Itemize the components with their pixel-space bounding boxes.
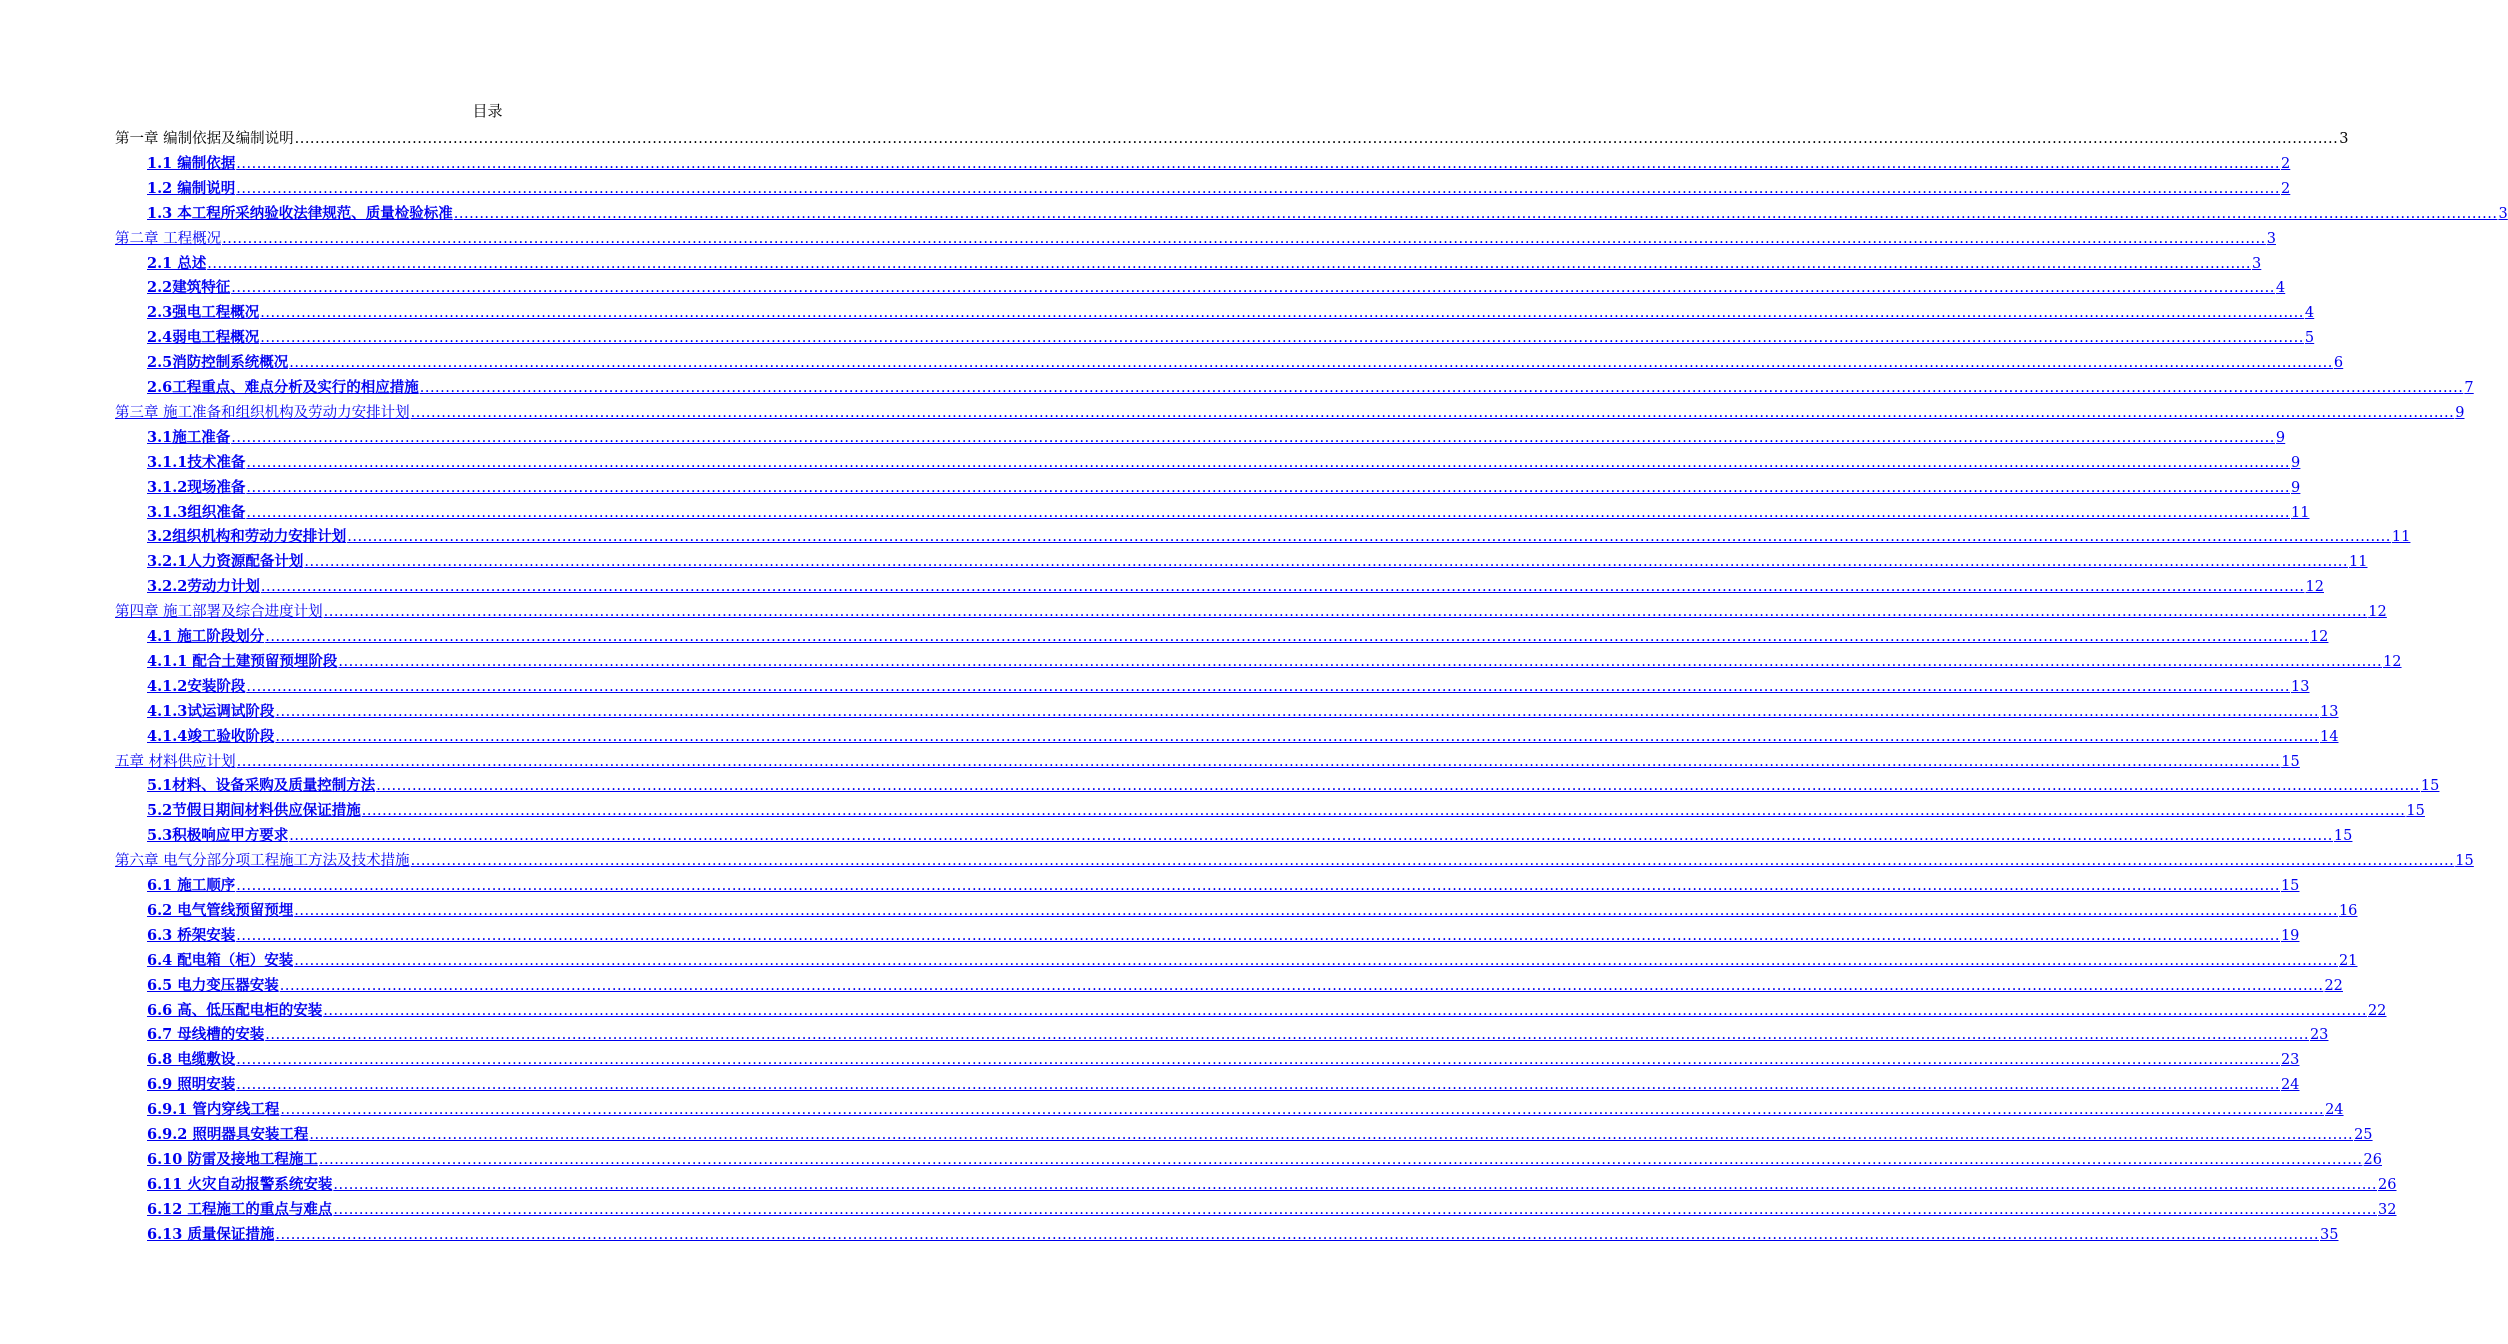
toc-leader-dots: ................................................................................................................................................................................................................................................................................................................................................................................................................ xyxy=(323,1002,2367,1019)
toc-section-entry[interactable] xyxy=(147,373,2474,397)
toc-page-number: 7 xyxy=(2464,380,2474,396)
toc-page-number: 11 xyxy=(2349,554,2368,571)
toc-page-number: 15 xyxy=(2281,753,2300,770)
toc-page-number: 6 xyxy=(2333,355,2344,372)
toc-leader-dots: ................................................................................................................................................................................................................................................................................................................................................................................................................ xyxy=(260,305,2304,322)
toc-leader-dots: ................................................................................................................................................................................................................................................................................................................................................................................................................ xyxy=(376,778,2420,795)
toc-section-entry[interactable] xyxy=(147,522,2411,546)
toc-leader-dots: ................................................................................................................................................................................................................................................................................................................................................................................................................ xyxy=(236,753,2281,770)
toc-section-entry[interactable] xyxy=(147,796,2425,820)
toc-section-entry[interactable] xyxy=(147,647,2402,671)
toc-section-entry[interactable] xyxy=(147,498,2310,522)
toc-leader-dots: ................................................................................................................................................................................................................................................................................................................................................................................................................ xyxy=(453,205,2498,222)
toc-page-number: 12 xyxy=(2368,604,2387,621)
toc-entry-label: 5.1材料、设备采购及质量控制方法 xyxy=(147,777,376,795)
toc-entry-label: 第四章 施工部署及综合进度计划 xyxy=(115,604,323,621)
toc-section-entry[interactable] xyxy=(147,672,2310,696)
toc-page-number: 15 xyxy=(2455,853,2474,870)
toc-entry-label: 6.9.2 照明器具安装工程 xyxy=(147,1126,309,1143)
toc-section-entry[interactable] xyxy=(147,572,2324,596)
toc-chapter-entry[interactable] xyxy=(115,597,2387,621)
toc-chapter-entry[interactable] xyxy=(115,747,2300,771)
toc-leader-dots: ................................................................................................................................................................................................................................................................................................................................................................................................................ xyxy=(265,629,2309,645)
toc-page-number: 22 xyxy=(2324,977,2343,994)
toc-entry-label: 第一章 编制依据及编制说明 xyxy=(115,131,294,147)
toc-leader-dots: ................................................................................................................................................................................................................................................................................................................................................................................................................ xyxy=(231,280,2275,297)
toc-entry-label: 3.1.2现场准备 xyxy=(147,478,246,496)
toc-entry-label: 4.1 施工阶段划分 xyxy=(147,628,265,645)
toc-page-number: 15 xyxy=(2406,803,2425,820)
toc-leader-dots: ................................................................................................................................................................................................................................................................................................................................................................................................................ xyxy=(294,952,2338,969)
toc-section-entry[interactable] xyxy=(147,896,2358,920)
toc-section-entry[interactable] xyxy=(147,1095,2344,1119)
toc-chapter-entry[interactable] xyxy=(115,224,2276,248)
toc-leader-dots: ................................................................................................................................................................................................................................................................................................................................................................................................................ xyxy=(294,902,2338,919)
toc-page-number: 14 xyxy=(2320,728,2339,745)
toc-section-entry[interactable] xyxy=(147,423,2286,447)
toc-page-number: 15 xyxy=(2333,828,2353,845)
toc-entry-label: 2.2建筑特征 xyxy=(147,279,231,297)
toc-page-number: 12 xyxy=(2383,653,2402,670)
toc-entry-label: 6.1 施工顺序 xyxy=(147,877,236,894)
toc-leader-dots: ................................................................................................................................................................................................................................................................................................................................................................................................................ xyxy=(289,828,2333,845)
toc-page-number: 4 xyxy=(2304,305,2315,322)
toc-page-number: 3 xyxy=(2498,205,2508,222)
toc-page-number: 16 xyxy=(2338,902,2358,919)
toc-entry-label: 3.2.2劳动力计划 xyxy=(147,578,260,596)
toc-section-entry[interactable] xyxy=(147,722,2339,746)
toc-page-number: 12 xyxy=(2309,629,2329,645)
toc-entry-label: 4.1.2安装阶段 xyxy=(147,677,246,695)
toc-section-entry[interactable] xyxy=(147,921,2300,945)
toc-entry-label: 第六章 电气分部分项工程施工方法及技术措施 xyxy=(115,853,410,870)
toc-section-entry[interactable] xyxy=(147,547,2368,571)
toc-leader-dots: ................................................................................................................................................................................................................................................................................................................................................................................................................ xyxy=(304,554,2349,571)
toc-entry-label: 2.6工程重点、难点分析及实行的相应措施 xyxy=(147,379,419,396)
toc-leader-dots: ................................................................................................................................................................................................................................................................................................................................................................................................................ xyxy=(318,1151,2363,1168)
toc-page-number: 26 xyxy=(2363,1151,2382,1168)
toc-leader-dots: ................................................................................................................................................................................................................................................................................................................................................................................................................ xyxy=(236,1052,2280,1069)
toc-page-number: 11 xyxy=(2291,504,2310,521)
toc-leader-dots: ................................................................................................................................................................................................................................................................................................................................................................................................................ xyxy=(246,504,2291,521)
toc-entry-label: 6.2 电气管线预留预埋 xyxy=(147,901,294,919)
toc-entry-label: 1.1 编制依据 xyxy=(147,154,236,172)
toc-entry-label: 5.3积极响应甲方要求 xyxy=(147,827,289,845)
toc-entry-label: 1.2 编制说明 xyxy=(147,179,236,197)
toc-entry-label: 6.8 电缆敷设 xyxy=(147,1051,236,1069)
toc-entry-label: 1.3 本工程所采纳验收法律规范、质量检验标准 xyxy=(147,204,453,222)
toc-section-entry[interactable] xyxy=(147,1120,2373,1144)
toc-section-entry[interactable] xyxy=(147,1020,2329,1044)
toc-page-number: 23 xyxy=(2309,1027,2329,1044)
toc-leader-dots: ................................................................................................................................................................................................................................................................................................................................................................................................................ xyxy=(260,330,2304,347)
toc-entry-label: 6.6 高、低压配电柜的安装 xyxy=(147,1001,323,1019)
toc-page-number: 25 xyxy=(2354,1127,2373,1143)
toc-entry-label: 6.4 配电箱（柜）安装 xyxy=(147,951,294,969)
toc-leader-dots: ................................................................................................................................................................................................................................................................................................................................................................................................................ xyxy=(246,454,2291,471)
toc-leader-dots: ................................................................................................................................................................................................................................................................................................................................................................................................................ xyxy=(275,703,2320,720)
toc-page-number: 15 xyxy=(2420,778,2440,795)
toc-section-entry[interactable] xyxy=(147,273,2286,297)
toc-leader-dots: ................................................................................................................................................................................................................................................................................................................................................................................................................ xyxy=(289,355,2333,372)
toc-section-entry[interactable] xyxy=(147,946,2358,970)
toc-section-entry[interactable] xyxy=(147,871,2300,895)
toc-entry-label: 6.5 电力变压器安装 xyxy=(147,976,279,994)
toc-entry-label: 2.3强电工程概况 xyxy=(147,304,260,322)
toc-section-entry[interactable] xyxy=(147,1220,2339,1244)
toc-page-number: 12 xyxy=(2305,579,2324,596)
toc-section-entry[interactable] xyxy=(147,1070,2300,1094)
toc-page-number: 13 xyxy=(2320,703,2339,720)
toc-leader-dots: ................................................................................................................................................................................................................................................................................................................................................................................................................ xyxy=(260,579,2305,596)
toc-entry-label: 第三章 施工准备和组织机构及劳动力安排计划 xyxy=(115,404,410,421)
toc-entry-label: 3.2.1人力资源配备计划 xyxy=(147,553,304,571)
toc-entry-label: 3.1.3组织准备 xyxy=(147,503,246,521)
toc-leader-dots: ................................................................................................................................................................................................................................................................................................................................................................................................................ xyxy=(410,853,2455,870)
toc-chapter-entry[interactable] xyxy=(115,846,2474,870)
toc-leader-dots: ................................................................................................................................................................................................................................................................................................................................................................................................................ xyxy=(236,1077,2280,1094)
toc-entry-label: 3.1施工准备 xyxy=(147,428,231,446)
toc-page-number: 24 xyxy=(2280,1077,2300,1094)
toc-section-entry[interactable] xyxy=(147,1045,2300,1069)
toc-leader-dots: ................................................................................................................................................................................................................................................................................................................................................................................................................ xyxy=(333,1201,2378,1218)
toc-entry-label: 4.1.3试运调试阶段 xyxy=(147,702,275,720)
toc-entry-label: 6.9.1 管内穿线工程 xyxy=(147,1101,280,1119)
toc-leader-dots: ................................................................................................................................................................................................................................................................................................................................................................................................................ xyxy=(236,927,2280,944)
toc-page-number: 3 xyxy=(2339,131,2349,147)
toc-entry-label: 2.1 总述 xyxy=(147,254,207,272)
toc-entry-label: 6.11 火灾自动报警系统安装 xyxy=(147,1175,333,1193)
toc-leader-dots: ................................................................................................................................................................................................................................................................................................................................................................................................................ xyxy=(309,1127,2354,1143)
toc-entry-label: 5.2节假日期间材料供应保证措施 xyxy=(147,802,361,820)
toc-section-entry[interactable] xyxy=(147,996,2387,1020)
toc-leader-dots: ................................................................................................................................................................................................................................................................................................................................................................................................................ xyxy=(275,728,2320,745)
toc-leader-dots: ................................................................................................................................................................................................................................................................................................................................................................................................................ xyxy=(338,653,2383,670)
toc-page-number: 13 xyxy=(2291,678,2310,695)
toc-page-number: 4 xyxy=(2275,280,2286,297)
toc-page-number: 32 xyxy=(2378,1201,2397,1218)
toc-entry-label: 3.1.1技术准备 xyxy=(147,453,246,471)
toc-page-number: 15 xyxy=(2280,878,2300,894)
toc-page-number: 3 xyxy=(2266,230,2276,247)
toc-section-entry[interactable] xyxy=(147,473,2301,497)
toc-page-number: 3 xyxy=(2251,255,2262,272)
toc-section-entry[interactable] xyxy=(147,298,2315,322)
toc-entry-label: 第二章 工程概况 xyxy=(115,230,222,247)
toc-leader-dots: ................................................................................................................................................................................................................................................................................................................................................................................................................ xyxy=(207,255,2251,272)
toc-page-number: 5 xyxy=(2304,330,2315,347)
toc-section-entry[interactable] xyxy=(147,821,2353,845)
toc-leader-dots: ................................................................................................................................................................................................................................................................................................................................................................................................................ xyxy=(265,1027,2309,1044)
toc-entry-label: 6.9 照明安装 xyxy=(147,1076,236,1094)
toc-page-number: 2 xyxy=(2280,180,2291,197)
toc-page-number: 24 xyxy=(2325,1102,2344,1119)
toc-leader-dots: ................................................................................................................................................................................................................................................................................................................................................................................................................ xyxy=(280,1102,2325,1119)
toc-entry-label: 2.4弱电工程概况 xyxy=(147,329,260,347)
toc-leader-dots: ................................................................................................................................................................................................................................................................................................................................................................................................................ xyxy=(347,529,2391,546)
toc-leader-dots: ................................................................................................................................................................................................................................................................................................................................................................................................................ xyxy=(236,180,2280,197)
toc-leader-dots: ................................................................................................................................................................................................................................................................................................................................................................................................................ xyxy=(246,479,2291,496)
toc-section-entry[interactable] xyxy=(147,348,2344,372)
toc-leader-dots: ................................................................................................................................................................................................................................................................................................................................................................................................................ xyxy=(222,230,2266,247)
toc-page-number: 9 xyxy=(2291,454,2301,471)
toc-section-entry[interactable] xyxy=(147,1195,2397,1219)
toc-entry-label: 6.3 桥架安装 xyxy=(147,926,236,944)
toc-entry-label: 6.13 质量保证措施 xyxy=(147,1225,275,1243)
toc-section-entry[interactable] xyxy=(147,1145,2382,1169)
toc-section-entry[interactable] xyxy=(147,323,2315,347)
toc-entry-label: 五章 材料供应计划 xyxy=(115,753,236,770)
toc-leader-dots: ................................................................................................................................................................................................................................................................................................................................................................................................................ xyxy=(236,155,2280,172)
toc-title: 目录 xyxy=(472,102,503,120)
toc-leader-dots: ................................................................................................................................................................................................................................................................................................................................................................................................................ xyxy=(419,380,2464,396)
toc-leader-dots: ................................................................................................................................................................................................................................................................................................................................................................................................................ xyxy=(246,678,2291,695)
toc-entry-label: 4.1.1 配合土建预留预埋阶段 xyxy=(147,652,338,670)
toc-entry-label: 2.5消防控制系统概况 xyxy=(147,354,289,372)
toc-leader-dots: ................................................................................................................................................................................................................................................................................................................................................................................................................ xyxy=(236,878,2280,894)
toc-entry-label: 6.12 工程施工的重点与难点 xyxy=(147,1200,333,1218)
toc-entry-label: 3.2组织机构和劳动力安排计划 xyxy=(147,528,347,546)
toc-page-number: 22 xyxy=(2367,1002,2387,1019)
toc-section-entry[interactable] xyxy=(147,149,2291,173)
toc-entry-label: 6.7 母线槽的安装 xyxy=(147,1026,265,1044)
toc-section-entry[interactable] xyxy=(147,622,2329,646)
toc-page-number: 19 xyxy=(2280,927,2300,944)
toc-entry-label: 6.10 防雷及接地工程施工 xyxy=(147,1150,318,1168)
toc-section-entry[interactable] xyxy=(147,971,2343,995)
toc-section-entry[interactable] xyxy=(147,448,2301,472)
toc-section-entry[interactable] xyxy=(147,249,2262,273)
toc-leader-dots: ................................................................................................................................................................................................................................................................................................................................................................................................................ xyxy=(231,429,2275,446)
toc-section-entry[interactable] xyxy=(147,199,2508,223)
toc-leader-dots: ................................................................................................................................................................................................................................................................................................................................................................................................................ xyxy=(333,1176,2378,1193)
toc-page-number: 9 xyxy=(2455,404,2465,421)
toc-section-entry[interactable] xyxy=(147,771,2440,795)
toc-leader-dots: ................................................................................................................................................................................................................................................................................................................................................................................................................ xyxy=(410,404,2455,421)
toc-leader-dots: ................................................................................................................................................................................................................................................................................................................................................................................................................ xyxy=(323,604,2368,621)
toc-page-number: 35 xyxy=(2320,1226,2339,1243)
toc-page-number: 21 xyxy=(2338,952,2358,969)
toc-entry-label: 4.1.4竣工验收阶段 xyxy=(147,727,275,745)
toc-page-number: 26 xyxy=(2378,1176,2397,1193)
toc-section-entry[interactable] xyxy=(147,174,2291,198)
toc-leader-dots: ................................................................................................................................................................................................................................................................................................................................................................................................................ xyxy=(275,1226,2320,1243)
toc-leader-dots: ................................................................................................................................................................................................................................................................................................................................................................................................................ xyxy=(361,803,2406,820)
toc-section-entry[interactable] xyxy=(147,1170,2397,1194)
toc-chapter-entry xyxy=(115,124,2349,148)
toc-page-number: 23 xyxy=(2280,1052,2300,1069)
toc-page-number: 11 xyxy=(2391,529,2411,546)
toc-page-number: 9 xyxy=(2291,479,2301,496)
toc-chapter-entry[interactable] xyxy=(115,398,2465,422)
toc-page-number: 9 xyxy=(2275,429,2286,446)
toc-leader-dots: ................................................................................................................................................................................................................................................................................................................................................................................................................ xyxy=(294,131,2339,147)
toc-leader-dots: ................................................................................................................................................................................................................................................................................................................................................................................................................ xyxy=(279,977,2324,994)
toc-section-entry[interactable] xyxy=(147,697,2339,721)
toc-page-number: 2 xyxy=(2280,155,2291,172)
